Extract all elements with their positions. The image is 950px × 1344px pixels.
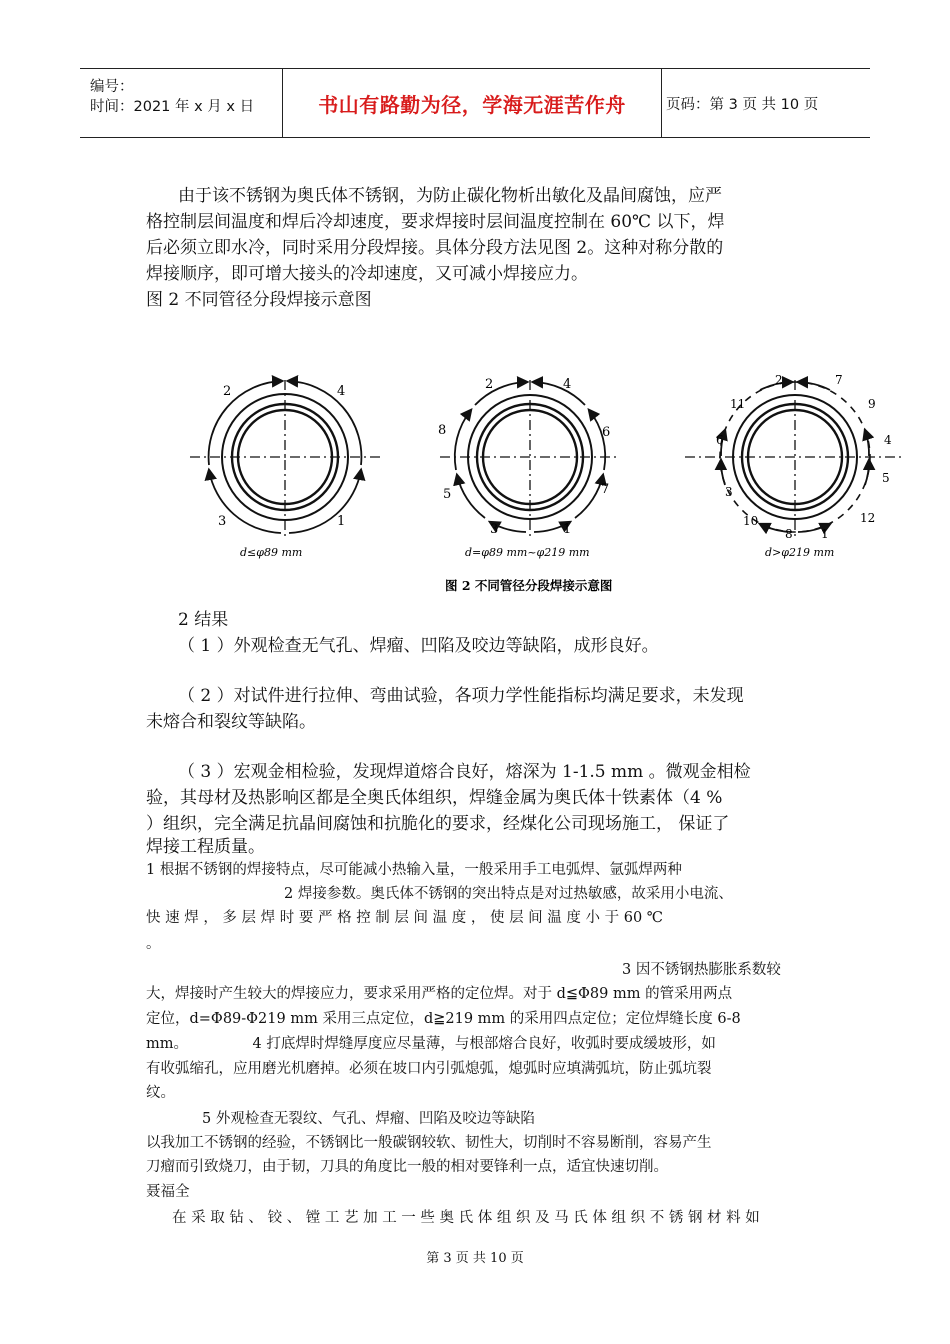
sequence-label: 11 <box>730 397 746 411</box>
document-number-label: 编号： <box>90 79 134 95</box>
result-1: （ 1 ）外观检查无气孔、焊瘤、凹陷及咬边等缺陷，成形良好。 <box>178 636 659 656</box>
document-time-label: 时间：2021 年 x 月 x 日 <box>90 99 255 115</box>
text-line: 刀瘤而引致烧刀，由于韧，刀具的角度比一般的相对要锋利一点，适宜快速切削。 <box>146 1159 668 1175</box>
text-line: 1 根据不锈钢的焊接特点，尽可能减小热输入量，一般采用手工电弧焊、氩弧焊两种 <box>146 862 682 878</box>
header-page-cell <box>662 69 870 137</box>
paragraph-line: （ 2 ）对试件进行拉伸、弯曲试验，各项力学性能指标均满足要求，未发现 <box>178 686 744 706</box>
paragraph-line: 验，其母材及热影响区都是全奥氏体组织，焊缝金属为奥氏体十铁素体（4 % <box>146 788 723 808</box>
header-motto-cell <box>283 69 662 137</box>
sequence-label: 8 <box>785 527 793 541</box>
sequence-label: 5 <box>443 487 452 502</box>
text-line: 纹。 <box>146 1085 175 1101</box>
text-line: 3 因不锈钢热膨胀系数较 <box>622 962 781 978</box>
text-line: 以我加工不锈钢的经验，不锈钢比一般碳钢较软、韧性大，切削时不容易断削，容易产生 <box>146 1135 712 1151</box>
sequence-label: 10 <box>743 514 759 528</box>
text-line: mm。 4 打底焊时焊缝厚度应尽量薄，与根部熔合良好，收弧时要成缓坡形，如 <box>146 1036 716 1052</box>
page-number-label: 页码：第 3 页 共 10 页 <box>666 96 819 113</box>
sequence-label: 1 <box>563 522 572 537</box>
pipe-diagram-medium <box>438 377 620 559</box>
sequence-label: 7 <box>835 373 843 387</box>
pipe-diagram-large <box>685 373 905 559</box>
paragraph-line: （ 3 ）宏观金相检验，发现焊道熔合良好，熔深为 1-1.5 mm 。微观金相检 <box>178 762 751 782</box>
sequence-label: 6 <box>716 433 724 447</box>
page-footer: 第 3 页 共 10 页 <box>426 1251 524 1266</box>
text-line: 大，焊接时产生较大的焊接应力，要求采用严格的定位焊。对于 d≦Φ89 mm 的管采用两点 <box>146 986 733 1002</box>
text-line: 5 外观检查无裂纹、气孔、焊瘤、凹陷及咬边等缺陷 <box>202 1111 535 1127</box>
paragraph-line: 焊接工程质量。 <box>146 837 265 857</box>
sequence-label: 4 <box>337 384 346 399</box>
author-name: 聂福全 <box>146 1184 190 1200</box>
diameter-label: d≤φ89 mm <box>240 546 303 559</box>
results-heading: 2 结果 <box>178 610 229 630</box>
sequence-label: 2 <box>223 384 232 399</box>
paragraph-line: ）组织，完全满足抗晶间腐蚀和抗脆化的要求，经煤化公司现场施工， 保证了 <box>146 814 730 834</box>
sequence-label: 2 <box>485 377 494 392</box>
text-line: 有收弧缩孔，应用磨光机磨掉。必须在坡口内引弧熄弧，熄弧时应填满弧坑，防止弧坑裂 <box>146 1061 712 1077</box>
sequence-label: 8 <box>438 423 447 438</box>
paragraph-line: 未熔合和裂纹等缺陷。 <box>146 712 316 732</box>
paragraph-line: 格控制层间温度和焊后冷却速度，要求焊接时层间温度控制在 60℃ 以下，焊 <box>146 212 725 232</box>
diameter-label: d>φ219 mm <box>765 546 835 559</box>
paragraph-line: 由于该不锈钢为奥氏体不锈钢，为防止碳化物析出敏化及晶间腐蚀，应严 <box>178 186 722 206</box>
sequence-label: 6 <box>602 425 611 440</box>
sequence-label: 5 <box>882 471 890 485</box>
sequence-label: 3 <box>725 485 733 499</box>
page-header <box>80 68 870 138</box>
figure-reference: 图 2 不同管径分段焊接示意图 <box>146 290 372 310</box>
sequence-label: 1 <box>337 514 346 529</box>
sequence-label: 3 <box>490 522 499 537</box>
paragraph-line: 后必须立即水冷，同时采用分段焊接。具体分段方法见图 2。这种对称分散的 <box>146 238 724 258</box>
diameter-label: d=φ89 mm~φ219 mm <box>465 546 590 559</box>
sequence-label: 9 <box>868 397 876 411</box>
header-info-cell <box>80 69 283 137</box>
sequence-label: 3 <box>218 514 227 529</box>
pipe-diagram-small <box>190 380 380 559</box>
figure-caption: 图 2 不同管径分段焊接示意图 <box>445 578 613 593</box>
welding-sequence-figure <box>185 360 905 600</box>
sequence-label: 7 <box>601 482 610 497</box>
paragraph-line: 焊接顺序，即可增大接头的冷却速度，又可减小焊接应力。 <box>146 264 588 284</box>
text-line: 在 采 取 钻 、 铰 、 镗 工 艺 加 工 一 些 奥 氏 体 组 织 及 马 氏 体 组 织 不 锈 钢 材 料 如 <box>172 1210 760 1226</box>
text-line: 。 <box>146 936 161 952</box>
motto-text: 书山有路勤为径，学海无涯苦作舟 <box>318 92 626 117</box>
sequence-label: 1 <box>821 527 829 541</box>
sequence-label: 4 <box>563 377 572 392</box>
sequence-label: 4 <box>884 433 892 447</box>
text-line: 2 焊接参数。奥氏体不锈钢的突出特点是对过热敏感，故采用小电流、 <box>284 886 733 902</box>
text-line: 定位，d=Φ89-Φ219 mm 采用三点定位，d≧219 mm 的采用四点定位；定位焊缝长度 6-8 <box>146 1011 741 1027</box>
sequence-label: 2 <box>775 373 783 387</box>
sequence-label: 12 <box>860 511 876 525</box>
text-line: 快 速 焊 ， 多 层 焊 时 要 严 格 控 制 层 间 温 度 ， 使 层 间 温 度 小 于 60 ℃ <box>146 910 664 926</box>
